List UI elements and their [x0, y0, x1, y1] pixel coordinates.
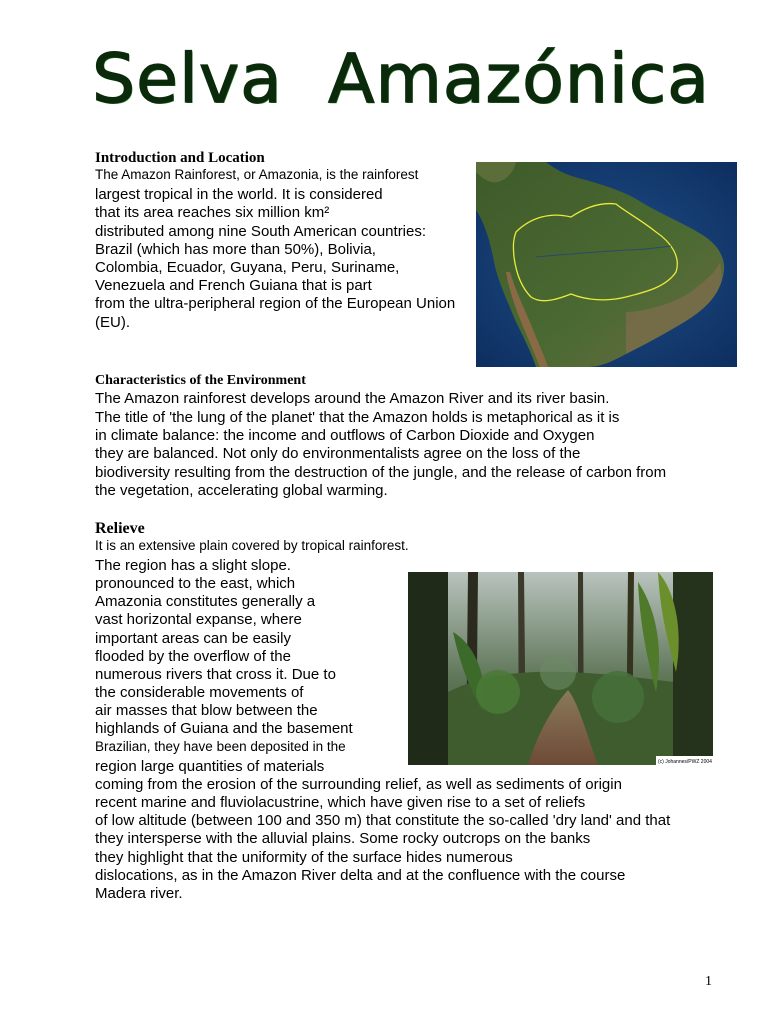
relieve-line: Madera river. [95, 885, 183, 902]
relieve-line: The region has a slight slope. [95, 557, 291, 574]
relieve-line: the considerable movements of [95, 684, 304, 701]
rainforest-photo-icon [408, 572, 713, 765]
relieve-line: important areas can be easily [95, 630, 291, 647]
environment-line: The Amazon rainforest develops around the Amazon River and its river basin. [95, 390, 610, 407]
relieve-line: region large quantities of materials [95, 758, 325, 775]
relieve-line: they highlight that the uniformity of the surface hides numerous [95, 849, 513, 866]
environment-heading: Characteristics of the Environment [95, 373, 306, 388]
environment-line: in climate balance: the income and outflows of Carbon Dioxide and Oxygen [95, 427, 595, 444]
relieve-line: highlands of Guiana and the basement [95, 720, 353, 737]
intro-line: largest tropical in the world. It is considered [95, 186, 383, 203]
relieve-line: It is an extensive plain covered by tropical rainforest. [95, 538, 409, 553]
environment-line: they are balanced. Not only do environmentalists agree on the loss of the [95, 445, 581, 462]
intro-line: that its area reaches six million km² [95, 204, 330, 221]
relieve-heading: Relieve [95, 520, 145, 537]
intro-line: Brazil (which has more than 50%), Bolivia, [95, 241, 376, 258]
relieve-line: Amazonia constitutes generally a [95, 593, 316, 610]
relieve-line: numerous rivers that cross it. Due to [95, 666, 336, 683]
intro-line: (EU). [95, 314, 130, 331]
environment-line: the vegetation, accelerating global warming. [95, 482, 388, 499]
rainforest-image [408, 572, 713, 765]
relieve-line: flooded by the overflow of the [95, 648, 291, 665]
photo-caption: (c) Johannes/PWZ 2004 [658, 759, 712, 765]
relieve-line: pronounced to the east, which [95, 575, 296, 592]
relieve-line: coming from the erosion of the surrounding relief, as well as sediments of origin [95, 776, 622, 793]
intro-line: distributed among nine South American countries: [95, 223, 427, 240]
intro-line: Venezuela and French Guiana that is part [95, 277, 372, 294]
relieve-line: recent marine and fluviolacustrine, which have given rise to a set of reliefs [95, 794, 586, 811]
relieve-line: vast horizontal expanse, where [95, 611, 302, 628]
south-america-map-image [476, 162, 737, 367]
environment-line: The title of 'the lung of the planet' that the Amazon holds is metaphorical as it is [95, 409, 620, 426]
page-title: Selva Amazónica [92, 40, 710, 119]
relieve-line: of low altitude (between 100 and 350 m) that constitute the so-called 'dry land' and that [95, 812, 671, 829]
relieve-line: air masses that blow between the [95, 702, 318, 719]
satellite-map-icon [476, 162, 737, 367]
environment-line: biodiversity resulting from the destruction of the jungle, and the release of carbon from [95, 464, 667, 481]
relieve-line: Brazilian, they have been deposited in the [95, 739, 346, 754]
relieve-line: they intersperse with the alluvial plains. Some rocky outcrops on the banks [95, 830, 591, 847]
intro-line: The Amazon Rainforest, or Amazonia, is the rainforest [95, 167, 419, 182]
relieve-line: dislocations, as in the Amazon River delta and at the confluence with the course [95, 867, 626, 884]
intro-heading: Introduction and Location [95, 150, 265, 166]
intro-line: from the ultra-peripheral region of the European Union [95, 295, 456, 312]
page-number: 1 [705, 974, 712, 989]
intro-line: Colombia, Ecuador, Guyana, Peru, Suriname, [95, 259, 400, 276]
